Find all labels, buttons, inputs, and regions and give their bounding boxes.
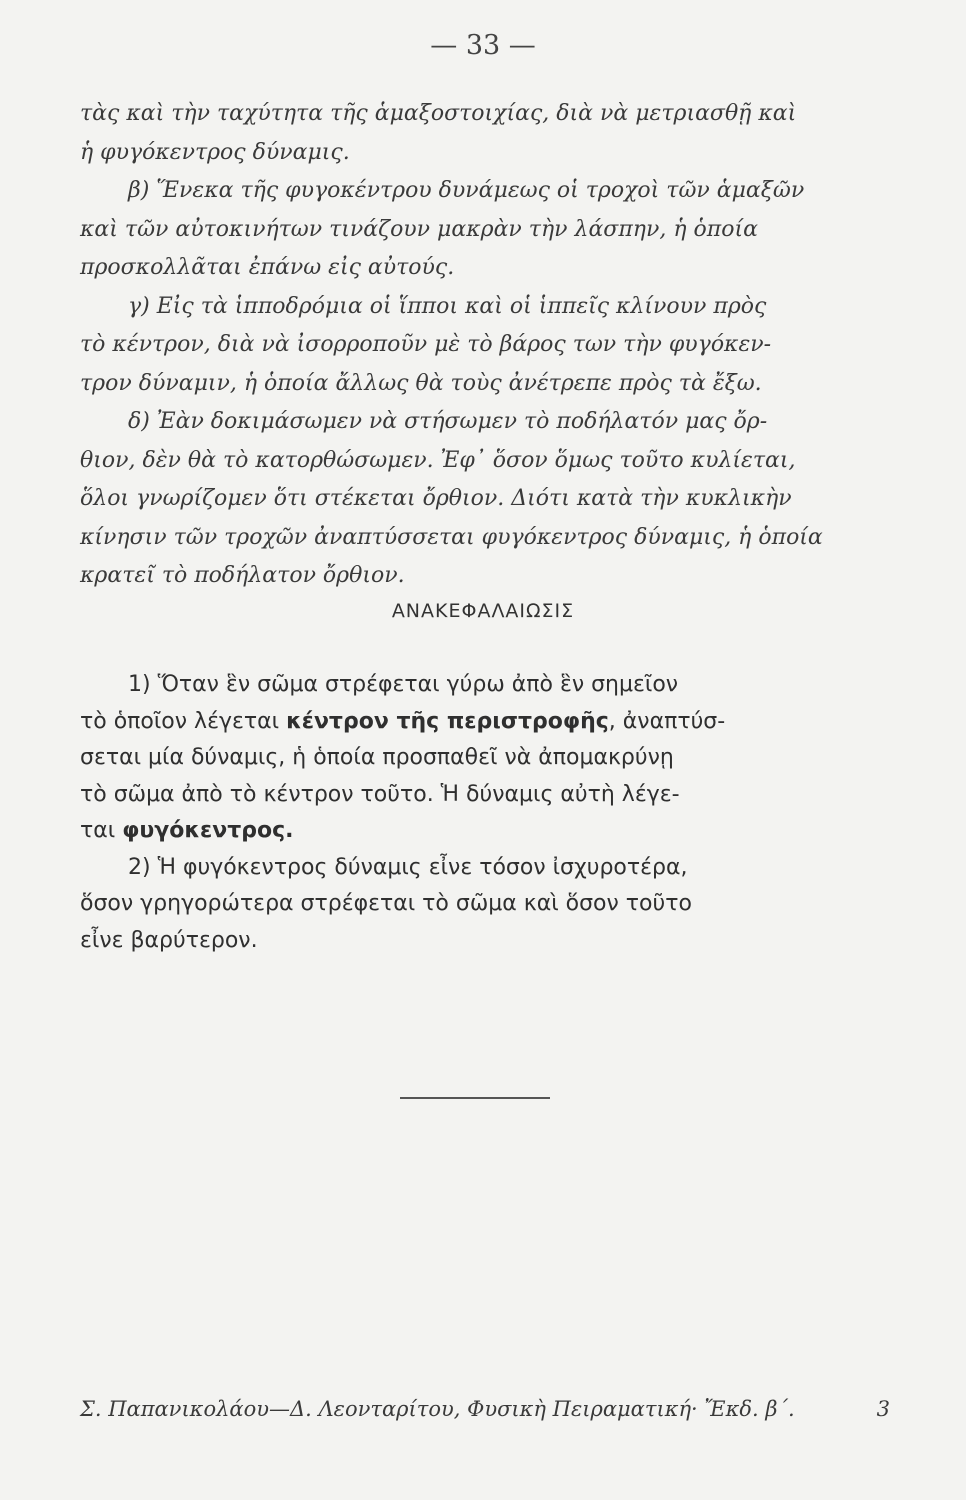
page-number: — 33 — <box>430 30 536 61</box>
summary-line-end: , ἀναπτύσ- <box>608 708 726 734</box>
summary-line: τὸ σῶμα ἀπὸ τὸ κέντρον τοῦτο. Ἡ δύναμις αὐτὴ λέγε- <box>80 781 680 807</box>
text-line: ὅλοι γνωρίζομεν ὅτι στέκεται ὄρθιον. Διότι κατὰ τὴν κυκλικὴν <box>80 486 792 511</box>
text-line: γ) Εἰς τὰ ἱπποδρόμια οἱ ἵπποι καὶ οἱ ἱππεῖς κλίνουν πρὸς <box>128 293 767 319</box>
text-line: τὸ κέντρον, διὰ νὰ ἰσορροποῦν μὲ τὸ βάρος των τὴν φυγόκεν- <box>80 332 772 357</box>
summary-line: σεται μία δύναμις, ἡ ὁποία προσπαθεῖ νὰ ἀπομακρύνῃ <box>80 745 674 770</box>
section-heading: ΑΝΑΚΕΦΑΛΑΙΩΣΙΣ <box>391 600 575 622</box>
divider <box>400 1097 550 1099</box>
summary-line-start: τὸ ὁποῖον λέγεται <box>80 708 287 734</box>
bold-term: κέντρον τῆς περιστροφῆς <box>286 708 609 734</box>
bold-term: φυγόκεντρος. <box>122 818 294 843</box>
text-line: καὶ τῶν αὐτοκινήτων τινάζουν μακρὰν τὴν λάσπην, ἡ ὁποία <box>80 216 758 242</box>
summary-line-start: ται <box>80 818 123 843</box>
body-text <box>80 95 880 596</box>
summary-text <box>80 667 880 959</box>
text-line: κρατεῖ τὸ ποδήλατον ὄρθιον. <box>80 563 405 588</box>
text-line: τρον δύναμιν, ἡ ὁποία ἄλλως θὰ τοὺς ἀνέτρεπε πρὸς τὰ ἔξω. <box>80 370 762 396</box>
summary-line: 1) Ὅταν ἓν σῶμα στρέφεται γύρω ἀπὸ ἓν σημεῖον <box>128 672 679 697</box>
footer-citation: Σ. Παπανικολάου—Δ. Λεονταρίτου, Φυσικὴ Πειραματική· Ἔκδ. β΄. <box>80 1397 795 1421</box>
text-line: θιον, δὲν θὰ τὸ κατορθώσωμεν. Ἐφ᾽ ὅσον ὅμως τοῦτο κυλίεται, <box>80 447 796 473</box>
text-line: β) Ἕνεκα τῆς φυγοκέντρου δυνάμεως οἱ τροχοὶ τῶν ἁμαξῶν <box>128 178 805 203</box>
text-line: δ) Ἐὰν δοκιμάσωμεν νὰ στήσωμεν τὸ ποδήλατόν μας ὄρ- <box>128 409 768 434</box>
summary-line: 2) Ἡ φυγόκεντρος δύναμις εἶνε τόσον ἰσχυροτέρα, <box>128 854 688 880</box>
text-line: τὰς καὶ τὴν ταχύτητα τῆς ἁμαξοστοιχίας, διὰ νὰ μετριασθῇ καὶ <box>80 101 797 126</box>
summary-line <box>80 813 880 850</box>
summary-line: εἶνε βαρύτερον. <box>80 927 258 953</box>
summary-line: ὅσον γρηγορώτερα στρέφεται τὸ σῶμα καὶ ὅσον τοῦτο <box>80 891 692 916</box>
text-line: ἡ φυγόκεντρος δύναμις. <box>80 139 350 165</box>
signature-mark: 3 <box>876 1397 890 1421</box>
summary-line <box>80 704 880 741</box>
text-line: προσκολλᾶται ἐπάνω εἰς αὐτούς. <box>80 255 455 280</box>
text-line: κίνησιν τῶν τροχῶν ἀναπτύσσεται φυγόκεντρος δύναμις, ἡ ὁποία <box>80 524 823 550</box>
footer <box>80 1397 890 1421</box>
